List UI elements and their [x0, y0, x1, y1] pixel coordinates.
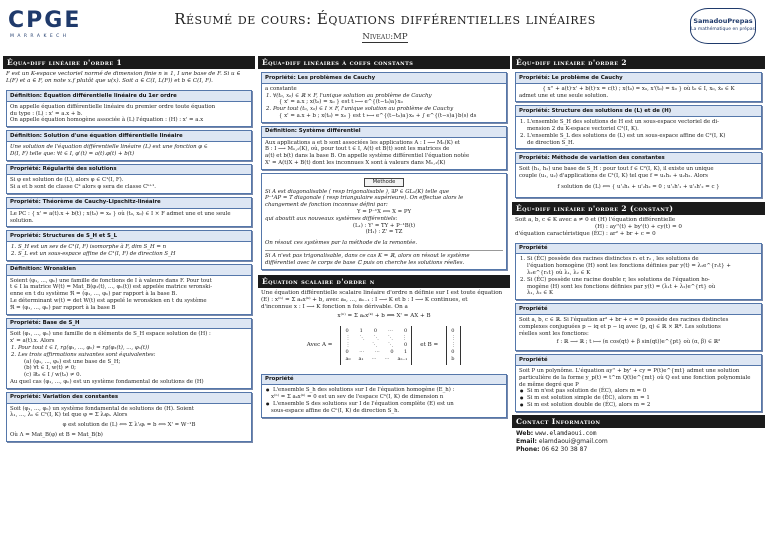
- text-line: Si a et b sont de classe Cᵏ alors φ sera de classe Cᵏ⁺¹.: [10, 184, 156, 191]
- text-line: Soit P un polynôme. L'équation ay'' + by' + cy = P(t)e^{mt} admet une solution: [519, 367, 740, 374]
- text-line: Soit a, b, c ∈ ℝ. Si l'équation ar² + br + c = 0 possède des racines distinctes: [519, 316, 729, 323]
- list-item: 2. L'ensemble S_L des solutions de (L) est un sous-espace affine de C²(I, K): [519, 133, 758, 140]
- text-line: Soit (φ₁, ..., φₙ) une famille de n éléments de S_H espace solution de (H) :: [10, 331, 211, 338]
- box-title: Propriété: Variation des constantes: [7, 393, 251, 404]
- contact-web: Web: www.elamdaoui.com: [516, 429, 597, 437]
- text-line: Au quel cas (φ₁, ..., φₙ) est un système fondamental de solutions de (H): [10, 378, 204, 385]
- text-line: Une solution de l'équation différentielle linéaire (L) est une fonction φ ∈: [10, 143, 208, 150]
- text-line: D(I, F) telle que: ∀t ∈ I, φ'(t) = a(t).φ(t) + b(t): [10, 150, 135, 157]
- text-line: du type : (L) : x' = a.x + b.: [10, 110, 83, 117]
- definition-box: [261, 126, 507, 170]
- formula: (H₁) : Z' = TZ: [365, 229, 403, 236]
- formula: Y = P⁻¹X ⟺ X = PY: [356, 208, 412, 215]
- text-line: de direction S_H.: [527, 139, 575, 146]
- phone-number: 06 62 30 38 87: [541, 445, 588, 453]
- list-item: 1. ∀(t₀, x₀) ∈ ℝ × F, l'unique solution au problème de Cauchy: [265, 93, 503, 100]
- text-line: différentiel avec le corps de base ℂ puis on cherche les solutions réelles.: [265, 259, 465, 266]
- text-line: λ₁, λ₂ ∈ K: [527, 290, 554, 297]
- badge-subtitle: La mathématique en prépas: [691, 27, 755, 32]
- text-etb: et B =: [420, 341, 439, 348]
- section-ordre-2-header: Équ-diff linéaire d'ordre 2: [512, 56, 765, 69]
- property-box: [6, 164, 252, 194]
- text-line: complexes conjuguées p − iq et p − iq avec (p, q) ∈ ℝ × ℝ*. Les solutions: [519, 323, 721, 330]
- text-line: Si A est diagonalisable ( resp trigonalisable ), ∃P ∈ GLₙ(K) telle que: [265, 188, 450, 195]
- page-header: [0, 0, 768, 52]
- list-item: 2. Les trois affirmations suivantes sont équivalentes:: [10, 352, 248, 359]
- text-line: P⁻¹AP = T diagonale ( resp triangulaire supérieure). On effectue alors le: [265, 195, 464, 202]
- property-box: [6, 230, 252, 260]
- section-coefs-constants-header: Équa-diff linéaires à coefs constants: [258, 56, 510, 69]
- list-item: 2. Si (ÉC) possède une racine double r, les solutions de l'équation ho-: [519, 277, 758, 284]
- text-line: Soient (φ₁, ..., φₙ) une famille de fonctions de I à valeurs dans F. Pour tout: [10, 277, 212, 284]
- list-item: 2. S_L est un sous-espace affine de C¹(I, F) de direction S_H: [10, 251, 248, 258]
- box-title: Propriété: Structure des solutions de (L) et de (H): [516, 106, 761, 117]
- sub-item: (a) (φ₁, ..., φₙ) est une base de S_H;: [24, 358, 121, 365]
- text-line: B : I ⟶ Mₙ,₁(K), où, pour tout t ∈ I, A(t) et B(t) sont les matrices de: [265, 146, 450, 153]
- box-title: Propriété: Régularité des solutions: [7, 165, 251, 176]
- text-line: λ₂e^{r₂t} où λ₁, λ₂ ∈ K: [527, 269, 591, 276]
- definition-box: [6, 90, 252, 127]
- text-line: (E) : x⁽ⁿ⁾ = Σ aₖx⁽ᵏ⁾ + b, avec a₀, ..., aₙ₋₁ : I ⟶ K et b : I ⟶ K continues, et: [261, 296, 468, 303]
- matrix-b: 0 ⋮ ⋮ 0 b: [446, 326, 461, 365]
- bullet-item: ● L'ensemble S_h des solutions sur I de l'équation homogène (E_h) :: [265, 387, 503, 394]
- property-box: [515, 72, 762, 102]
- text-line: admet une et une seule solution.: [519, 92, 609, 99]
- box-title: Définition: Système différentiel: [262, 127, 506, 138]
- formula: (H) : ay''(t) + by'(t) + cy(t) = 0: [595, 223, 682, 230]
- box-title: Définition: Wronskien: [7, 265, 251, 276]
- text-line: Le PC : { x' = a(t).x + b(t) ; x(t₀) = x₀ } où (t₀, x₀) ∈ I × F admet une et une seule: [10, 210, 231, 217]
- formula: x⁽ⁿ⁾ = Σ aₖx⁽ᵏ⁾ = 0 est un sev de l'espace Cⁿ(I, K) de dimension n: [271, 394, 444, 401]
- formula: { x' = a.x ; x(t₀) = x₀ } est t ⟼ e^{(t−t₀)a}x₀: [279, 99, 403, 106]
- list-item: 1. L'ensemble S_H des solutions de H est un sous-espace vectoriel de di-: [519, 119, 758, 126]
- box-title: Propriété: Théorème de Cauchy-Lipschitz-linéaire: [7, 198, 251, 209]
- text-line: On appelle équation homogène associée à (L) l'équation : (H) : x' = a.x: [10, 117, 204, 124]
- list-item: 1. Si (ÉC) possède des racines distinctes r₁ et r₂ , les solutions de: [519, 256, 758, 263]
- text-line: solution.: [10, 217, 34, 224]
- cpge-logo: [8, 8, 96, 46]
- text-line: ℜ = (φ₁, ..., φₙ) par rapport à la base B: [10, 304, 116, 311]
- text-avec: Avec A =: [306, 341, 333, 348]
- contact-phone: Phone: 06 62 30 38 87: [516, 445, 588, 453]
- text-line: a constante: [265, 85, 297, 92]
- box-title: Propriété: [516, 355, 761, 366]
- property-box: [261, 72, 507, 123]
- formula: { x'' + a(t)·x' + b(t)·x = c(t) ; x(t₀) = x₀, x'(t₀) = ẋ₀ } où t₀ ∈ I, x₀, ẋ₀ ∈ K: [542, 85, 735, 92]
- list-item: 2. Pour tout (t₀, x₀) ∈ I × F, l'unique solution au problème de Cauchy: [265, 106, 503, 113]
- property-box: [6, 197, 252, 227]
- matrix-a: 0 1 0 ⋯ 0 ⋮ ⋱ ⋱ ⋱ ⋮ ⋮ ⋱ ⋱ 0 0 ⋯ ⋯ 0 1 a₀ a₁ ⋯ ⋯ aₙ₋₁: [340, 326, 412, 365]
- text-line: Soit (φ₁, ..., φₙ) un système fondamental de solutions de (H). Soient: [10, 405, 194, 412]
- property-box: [515, 152, 762, 197]
- bullet-item: ● L'ensemble S des solutions sur I de l'équation complète (E) est un: [265, 401, 503, 408]
- sub-item: (b) ∀t ∈ I, w(t) ≠ 0;: [24, 365, 76, 372]
- formula: { x' = a.x + b ; x(t₀) = x₀ } est t ⟼ e^{(t−t₀)a}x₀ + ∫ e^{(t−s)a}b(s) ds: [279, 112, 477, 119]
- matrix-block: [261, 322, 507, 369]
- text-line: On appelle équation différentielle linéaire du premier ordre toute équation: [10, 103, 216, 110]
- text-line: changement de fonction inconnue défini par:: [265, 202, 388, 209]
- text-line: Le déterminant w(t) = det W(t) est appelé le wronskien en t du système: [10, 297, 207, 304]
- text-line: Soit (h₁, h₂) une base de S_H : pour tout f ∈ C²(I, K), il existe un unique: [519, 166, 714, 173]
- method-box: [261, 173, 507, 270]
- text-line: réelles sont les fonctions:: [519, 330, 589, 337]
- section-contact-header: Contact Information: [512, 415, 765, 428]
- box-title: Propriété: [262, 375, 506, 386]
- samadou-badge: [690, 8, 756, 44]
- bullet-item: ● Si m est solution double de (ÉC), alors m = 2: [519, 402, 758, 409]
- property-box: [515, 105, 762, 149]
- property-box: [515, 243, 762, 301]
- text-line: de même degré que P: [519, 381, 579, 388]
- formula: x⁽ⁿ⁾ = Σ aₖx⁽ᵏ⁾ + b ⟺ X' = AX + B: [337, 312, 431, 319]
- text-line: particulière de la forme y_p(t) = t^m Q(t)e^{mt} où Q est une fonction polynomiale: [519, 374, 751, 381]
- box-title: Propriété: [516, 244, 761, 255]
- box-title: Définition: Équation différentielle linéaire du 1er ordre: [7, 91, 251, 102]
- column-2: [258, 56, 510, 421]
- text-line: Si A n'est pas trigonalisable, dans ce cas K = ℝ, alors on résout le système: [265, 252, 470, 259]
- property-box: [6, 392, 252, 442]
- method-tag: Méthode: [364, 178, 404, 187]
- bullet-item: ● Si m n'est pas solution de (ÉC), alors m = 0: [519, 388, 758, 395]
- text-line: Où Λ = Mat_B(φ) et B = Mat_B(b): [10, 431, 103, 438]
- text-line: enne en t du système ℜ = (φ₁, ..., φₙ) par rapport à la base B.: [10, 291, 178, 298]
- level-label: Niveau:MP: [362, 32, 408, 42]
- formula: φ est solution de (L) ⟺ Σ λ'ᵢφᵢ = b ⟺ X' = W⁻¹B: [62, 422, 196, 429]
- web-link[interactable]: www.elamdaoui.com: [535, 429, 597, 437]
- section-body: [512, 215, 765, 240]
- text-line: Soit a, b, c ∈ K avec a ≠ 0 et (H) l'équation différentielle: [515, 216, 676, 223]
- list-item: 1. Pour tout t ∈ I, rg(φ₁, ..., φₙ) = rg(φ₁(t), ..., φₙ(t)): [10, 345, 248, 352]
- section-body: [258, 288, 510, 371]
- property-box: [6, 318, 252, 389]
- list-item: 1. S_H est un sev de C¹(I, F) isomorphe à F, dim S_H = n: [10, 244, 248, 251]
- text-line: λ₁, ..., λₙ ∈ C¹(I, K) tel que φ = Σ λᵢφᵢ. Alors: [10, 412, 128, 419]
- box-title: Propriété: Le problème de Cauchy: [516, 73, 761, 84]
- text-line: sous-espace affine de Cⁿ(I, K) de direction S_h.: [271, 407, 400, 414]
- logo-text: CPGE: [8, 8, 82, 33]
- property-box: [515, 354, 762, 412]
- box-title: Propriété: Méthode de variation des constantes: [516, 153, 761, 164]
- text-line: mension 2 du K-espace vectoriel C²(I, K).: [527, 125, 639, 132]
- logo-subtitle: M A R R A K E C H: [10, 34, 68, 39]
- text-line: d'équation caractéristique (ÉC) : ar² + br + c = 0: [515, 230, 656, 237]
- formula: (L₁) : Y' = TY + P⁻¹B(t): [352, 222, 416, 229]
- formula: f solution de (L) ⟺ { u'₁h₁ + u'₂h₂ = 0 ; u'₁h'₁ + u'₂h'₂ = c }: [557, 183, 720, 190]
- property-box: [515, 303, 762, 351]
- section-ordre-1-header: Équa-diff linéaire d'ordre 1: [3, 56, 255, 69]
- text-line: l'équation homogène (H) sont les fonctions définies par y(t) = λ₁e^{r₁t} +: [527, 263, 731, 270]
- column-1: [3, 56, 255, 445]
- text-line: d'inconnue x : I ⟶ K fonction n fois dérivable. On a: [261, 303, 408, 310]
- text-line: mogène (H) sont les fonctions définies par y(t) = (λ₁t + λ₂)e^{rt} où: [527, 283, 716, 290]
- column-3: [512, 56, 765, 454]
- box-title: Définition: Solution d'une équation différentielle linéaire: [7, 131, 251, 142]
- text-line: x' = a(t).x. Alors: [10, 338, 55, 345]
- contact-block: [512, 428, 765, 454]
- box-title: Propriété: Structures de S_H et S_L: [7, 231, 251, 242]
- box-title: Propriété: Les problèmes de Cauchy: [262, 73, 506, 84]
- contact-email: Email: elamdaoui@gmail.com: [516, 437, 608, 445]
- text-line: On résout ces systèmes par la méthode de la remontée.: [265, 240, 418, 247]
- formula: f : ℝ ⟶ ℝ ; t ⟼ (α cos(qt) + β sin(qt))e^{pt} où (α, β) ∈ ℝ²: [556, 339, 721, 346]
- page-title: Résumé de cours: Équations différentielles linéaires: [174, 10, 596, 28]
- text-line: t ∈ I la matrice W(t) = Mat_B(φ₁(t), ..., φₙ(t)) est appelée matrice wronski-: [10, 284, 213, 291]
- bullet-item: ● Si m est solution simple de (ÉC), alors m = 1: [519, 395, 758, 402]
- text-line: Aux applications a et b sont associées les applications A : I ⟶ Mₙ(K) et: [265, 139, 460, 146]
- sub-item: (c) ∃t₀ ∈ I / w(t₀) ≠ 0.: [24, 372, 82, 379]
- definition-box: [6, 130, 252, 160]
- property-box: [261, 374, 507, 418]
- text-line: X' = A(t)X + B(t) dont les inconnues X sont à valeurs dans Mₙ,₁(K): [265, 159, 446, 166]
- text-line: couple (u₁, u₂) d'applications de C¹(I, K) tel que f = u₁h₁ + u₂h₂. Alors: [519, 172, 709, 179]
- box-title: Propriété: Base de S_H: [7, 319, 251, 330]
- box-title: Propriété: [516, 304, 761, 315]
- badge-title: SamadouPrepas: [693, 17, 753, 25]
- definition-box: [6, 264, 252, 315]
- text-line: Si φ est solution de (L), alors φ ∈ C¹(I, F).: [10, 177, 124, 184]
- text-line: qui aboutit aux nouveaux systèmes différentiels:: [265, 215, 398, 222]
- section-ordre-2-constant-header: Équ-diff linéaire d'ordre 2 (constant): [512, 202, 765, 215]
- section-intro: F est un K-espace vectoriel normé de dimension finie n ≥ 1, I une base de F. Si u ∈ L(F) et a ∈ F, on note x.f plutôt que u(x). Soit a ∈ C(I, L(F)) et b ∈ C(I, F).: [6, 71, 241, 84]
- text-line: Une équation différentielle scalaire linéaire d'ordre n définie sur I est toute équation: [261, 289, 503, 296]
- email-link[interactable]: elamdaoui@gmail.com: [538, 437, 608, 445]
- text-line: a(t) et b(t) dans la base B. On appelle système différentiel l'équation notée: [265, 153, 470, 160]
- section-scalaire-header: Équation scalaire d'ordre n: [258, 275, 510, 288]
